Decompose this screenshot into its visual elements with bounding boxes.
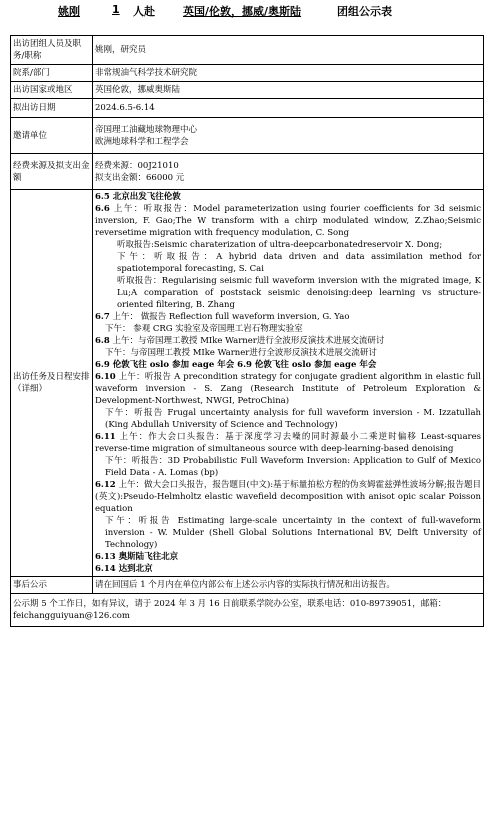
schedule-text-6-10-am: 上午：听报告 A precondition strategy for conjugate gradient algorithm in elastic full waveform inversion - S. Zang (Research Institute of Petroleum Exploration & Development-Northwest, NWGI, PetroChina) bbox=[95, 372, 481, 406]
schedule-item-6-10-am bbox=[95, 371, 481, 407]
schedule-item-6-7-pm: 下午： 参观 CRG 实验室及帝国理工岩石物理实验室 bbox=[105, 324, 303, 334]
people-count: 1 bbox=[112, 3, 120, 16]
region-label: 出访国家或地区 bbox=[11, 82, 93, 99]
region-row bbox=[11, 82, 484, 99]
schedule-item-6-11-am bbox=[95, 431, 481, 455]
date-row bbox=[11, 99, 484, 118]
schedule-item-6-11-pm: 下午：听报告：3D Probabilistic Full Waveform Inversion: Application to Gulf of Mexico Field Data - A. Lomas (bp) bbox=[105, 456, 481, 478]
document-title bbox=[0, 0, 495, 22]
publicity-table bbox=[10, 35, 484, 627]
schedule-text-6-12-am: 上午：做大会口头报告，报告题目(中文):基于标量拍松方程的伪亥姆霍兹弹性波场分解;报告题目(英文):Pseudo-Helmholtz elastic wavefield decomposition with anisot opic scalar Poisson equation bbox=[95, 480, 481, 514]
schedule-row bbox=[11, 190, 484, 577]
members-row bbox=[11, 36, 484, 65]
footer-row bbox=[11, 594, 484, 627]
date-label: 拟出访日期 bbox=[11, 99, 93, 118]
funds-row bbox=[11, 154, 484, 190]
schedule-date-6-7: 6.7 bbox=[95, 312, 110, 322]
members-label: 出访团组人员及职务/职称 bbox=[11, 36, 93, 65]
inviter-line-2: 欧洲地球科学和工程学会 bbox=[95, 136, 189, 147]
schedule-item-6-12-pm: 下午：听报告 Estimating large-scale uncertainty in the context of full-waveform inversion - W. Mulder (Shell Global Solutions International BV, Delft University of Technology) bbox=[105, 516, 481, 550]
disclosure-row bbox=[11, 577, 484, 594]
schedule-item-6-14: 6.14 达到北京 bbox=[95, 564, 153, 574]
people-count-label: 人赴 bbox=[133, 5, 155, 18]
schedule-label: 出访任务及日程安排（详细） bbox=[11, 190, 93, 577]
schedule-item-6-12-am bbox=[95, 479, 481, 515]
schedule-item-6-6-pm-2: 听取报告：Regularising seismic full waveform inversion with the migrated image, K Lu;A comparation of poststack seismic denoising:deep learning vs structure-oriented filtering, B. Zhang bbox=[117, 276, 481, 310]
schedule-item-6-10-pm: 下午：听报告 Frugal uncertainty analysis for full waveform inversion - M. Izzatullah (King Abdullah University of Science and Technology) bbox=[105, 408, 481, 430]
schedule-item-6-13: 6.13 奥斯陆飞往北京 bbox=[95, 552, 179, 562]
schedule-text-6-6-am: 上午：听取报告：Model parameterization using fourier coefficients for 3d seismic inversion, F. Gao;The W transform with a chirp modulated window, Z.Zhao;Seismic reversetime migration with frequency modulation, C. Song bbox=[95, 204, 481, 238]
region-value: 英国伦敦，挪威奥斯陆 bbox=[93, 82, 484, 99]
funds-label: 经费来源及拟支出金额 bbox=[11, 154, 93, 190]
schedule-item-6-9: 6.9 伦敦飞往 oslo 参加 eage 年会 6.9 伦敦飞往 oslo 参加 eage 年会 bbox=[95, 360, 377, 370]
schedule-item-6-8-am bbox=[95, 335, 481, 347]
title-suffix: 团组公示表 bbox=[337, 5, 392, 18]
schedule-date-6-11: 6.11 bbox=[95, 432, 116, 442]
schedule-date-6-6: 6.6 bbox=[95, 204, 110, 214]
dept-label: 院系/部门 bbox=[11, 65, 93, 82]
inviter-row bbox=[11, 118, 484, 154]
inviter-line-1: 帝国理工油藏地球物理中心 bbox=[95, 124, 198, 135]
destination: 英国/伦敦，挪威/奥斯陆 bbox=[183, 5, 302, 18]
schedule-value bbox=[93, 190, 484, 577]
disclosure-label: 事后公示 bbox=[11, 577, 93, 594]
schedule-item-6-5: 6.5 北京出发飞往伦敦 bbox=[95, 192, 181, 202]
disclosure-value: 请在回国后 1 个月内在单位内部公布上述公示内容的实际执行情况和出访报告。 bbox=[93, 577, 484, 594]
funds-line-2: 拟支出金额：66000 元 bbox=[95, 172, 185, 183]
schedule-date-6-8: 6.8 bbox=[95, 336, 110, 346]
schedule-date-6-12: 6.12 bbox=[95, 480, 116, 490]
schedule-item-6-8-pm: 下午：与帝国理工教授 MIke Warner进行全波形反演技术进展交流研讨 bbox=[105, 348, 377, 358]
date-value: 2024.6.5-6.14 bbox=[93, 99, 484, 118]
funds-line-1: 经费来源：00J21010 bbox=[95, 160, 179, 171]
schedule-item-6-6-pm: 下午：听取报告：A hybrid data driven and data assimilation method for spatiotemporal forecasting, S. Cai bbox=[117, 252, 481, 274]
schedule-text-6-8-am: 上午：与帝国理工教授 MIke Warner进行全波形反演技术进展交流研讨 bbox=[109, 336, 385, 346]
footer-notice: 公示期 5 个工作日，如有异议，请于 2024 年 3 月 16 日前联系学院办公室，联系电话：010-89739051，邮箱：feichangguiyuan@126.com bbox=[11, 594, 484, 627]
inviter-label: 邀请单位 bbox=[11, 118, 93, 154]
schedule-date-6-10: 6.10 bbox=[95, 372, 116, 382]
schedule-text-6-11-am: 上午：作大会口头报告：基于深度学习去噪的同时源最小二乘逆时偏移 Least-squares reverse-time migration of simultaneous source with deep-learning-based denoising bbox=[95, 432, 481, 454]
members-value: 姚刚，研究员 bbox=[93, 36, 484, 65]
schedule-item-6-7-am bbox=[95, 311, 481, 323]
funds-value bbox=[93, 154, 484, 190]
schedule-item-6-6-am-2: 听取报告:Seismic charaterization of ultra-deepcarbonatedreservoir X. Dong; bbox=[117, 240, 443, 250]
schedule-text-6-7-am: 上午： 做报告 Reflection full waveform inversion, G. Yao bbox=[109, 312, 350, 322]
inviter-value bbox=[93, 118, 484, 154]
schedule-item-6-6-am bbox=[95, 203, 481, 239]
dept-row bbox=[11, 65, 484, 82]
dept-value: 非常规油气科学技术研究院 bbox=[93, 65, 484, 82]
applicant-name: 姚刚 bbox=[58, 5, 80, 18]
